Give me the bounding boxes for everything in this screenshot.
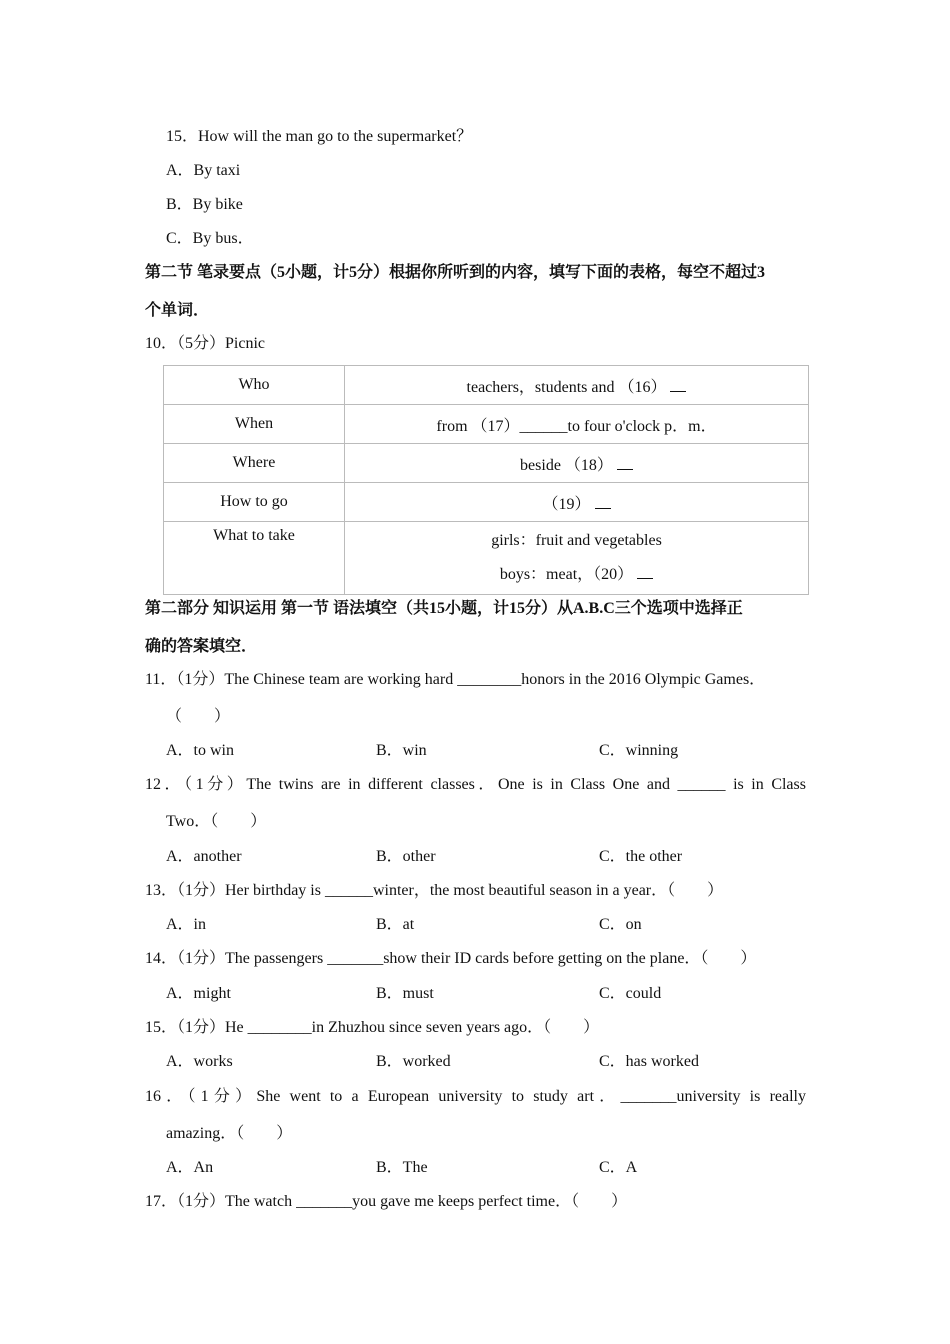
table-row — [164, 366, 809, 405]
table-key: Where — [164, 444, 345, 483]
section-heading-cont: 确的答案填空． — [145, 638, 258, 655]
option-a: A．another — [166, 848, 242, 865]
option-b: B．worked — [376, 1053, 451, 1070]
table-row — [164, 522, 809, 595]
question-stem: 11．（1分）The Chinese team are working hard ________honors in the 2016 Olympic Games． — [145, 671, 766, 688]
option-b: B．The — [376, 1159, 428, 1176]
option-c: C．the other — [599, 848, 683, 865]
option-b: B．other — [376, 848, 436, 865]
table-key: What to take — [164, 522, 345, 595]
blank-20[interactable] — [637, 564, 653, 579]
table-row — [164, 405, 809, 444]
table-value — [345, 522, 809, 595]
option-b: B．at — [376, 916, 415, 933]
section-heading-cont: 个单词． — [145, 302, 210, 319]
table-key: When — [164, 405, 345, 444]
table-row — [164, 483, 809, 522]
section-heading: 第二部分 知识运用 第一节 语法填空（共15小题，计15分）从A.B.C三个选项中选择正 — [145, 600, 743, 617]
option-a: A．to win — [166, 742, 235, 759]
option-a: A．works — [166, 1053, 233, 1070]
section-heading: 第二节 笔录要点（5小题，计5分）根据你所听到的内容，填写下面的表格，每空不超过3 — [145, 264, 766, 281]
question-title: 10．（5分）Picnic — [145, 335, 265, 352]
option-c: C．on — [599, 916, 642, 933]
option-a: A．By taxi — [166, 162, 241, 179]
question-stem: 16．（1分）She went to a European university to study art．_______university is really — [145, 1088, 806, 1105]
table-value-line: boys：meat，（20） — [345, 558, 808, 592]
option-c: C．winning — [599, 742, 679, 759]
option-b: B．By bike — [166, 196, 243, 213]
table-row — [164, 444, 809, 483]
blank-16[interactable] — [670, 377, 686, 392]
blank-19[interactable] — [595, 494, 611, 509]
question-stem: 17．（1分）The watch _______you gave me keeps perfect time．（ ） — [145, 1193, 628, 1210]
blank-18[interactable] — [617, 455, 633, 470]
question-stem-cont: （ ） — [166, 708, 231, 725]
question-stem-cont: amazing．（ ） — [166, 1125, 293, 1142]
table-value-line: girls：fruit and vegetables — [491, 532, 662, 549]
question-stem: 15．How will the man go to the supermarket？ — [166, 128, 473, 145]
option-b: B．win — [376, 742, 427, 759]
option-c: C．could — [599, 985, 662, 1002]
option-a: A．An — [166, 1159, 214, 1176]
table-value: from （17）______to four o'clock p．m． — [345, 405, 809, 444]
option-a: A．might — [166, 985, 231, 1002]
table-value: teachers，students and （16） — [345, 366, 809, 405]
table-key: How to go — [164, 483, 345, 522]
question-stem: 14．（1分）The passengers _______show their ID cards before getting on the plane．（ ） — [145, 950, 757, 967]
question-stem: 13．（1分）Her birthday is ______winter，the most beautiful season in a year．（ ） — [145, 882, 724, 899]
question-stem-cont: Two．（ ） — [166, 813, 267, 830]
table-value: beside （18） — [345, 444, 809, 483]
option-c: C．has worked — [599, 1053, 699, 1070]
option-c: C．By bus． — [166, 230, 254, 247]
question-stem: 12．（1分）The twins are in different classes．One is in Class One and ______ is in Class — [145, 776, 806, 793]
option-b: B．must — [376, 985, 434, 1002]
table-key: Who — [164, 366, 345, 405]
picnic-table — [163, 365, 809, 595]
table-value: （19） — [345, 483, 809, 522]
option-a: A．in — [166, 916, 207, 933]
question-stem: 15．（1分）He ________in Zhuzhou since seven years ago．（ ） — [145, 1019, 600, 1036]
option-c: C．A — [599, 1159, 638, 1176]
